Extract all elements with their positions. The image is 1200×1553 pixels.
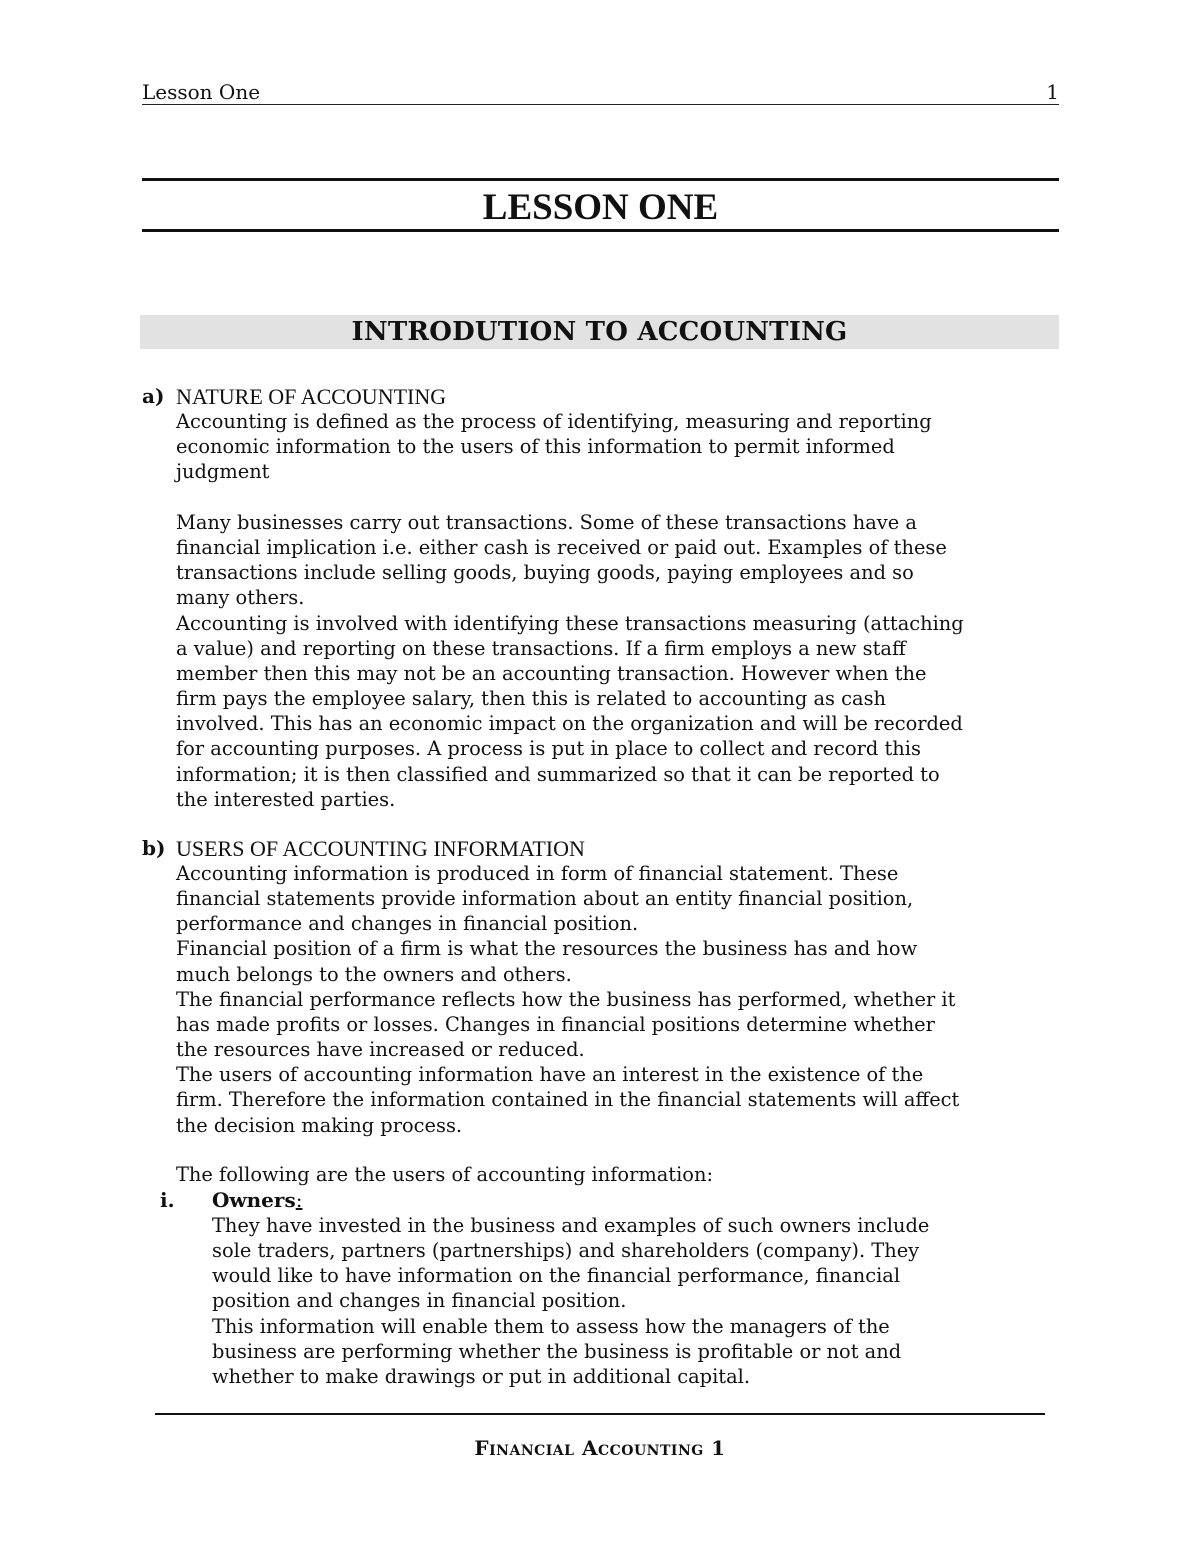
text-line: the resources have increased or reduced.: [176, 1038, 585, 1062]
text-line: economic information to the users of this information to permit informed: [176, 435, 895, 459]
lesson-title: LESSON ONE: [482, 187, 719, 228]
list-item-number: i.: [160, 1188, 175, 1212]
text-line: The following are the users of accounting information:: [176, 1163, 713, 1186]
running-header: [142, 80, 1059, 105]
section-b-paragraph-2: [176, 1162, 1066, 1187]
text-line: the interested parties.: [176, 787, 396, 811]
text-line: financial implication i.e. either cash is received or paid out. Examples of these: [176, 536, 947, 560]
footer-rule: [155, 1413, 1045, 1415]
list-item-title: [212, 1188, 302, 1213]
section-b-paragraph-1: [176, 861, 1066, 1138]
text-line: transactions include selling goods, buying goods, paying employees and so: [176, 561, 914, 585]
text-line: many others.: [176, 586, 305, 610]
text-line: much belongs to the owners and others.: [176, 962, 572, 986]
text-line: This information will enable them to assess how the managers of the: [212, 1314, 890, 1338]
text-line: judgment: [176, 460, 270, 484]
section-a-paragraph-2: [176, 510, 1066, 812]
text-line: involved. This has an economic impact on the organization and will be recorded: [176, 712, 963, 736]
list-item-colon: :: [295, 1188, 303, 1212]
list-item-title-text: Owners: [212, 1188, 296, 1212]
text-line: firm. Therefore the information contained in the financial statements will affect: [176, 1088, 960, 1112]
text-line: sole traders, partners (partnerships) and shareholders (company). They: [212, 1239, 920, 1263]
text-line: Accounting is defined as the process of identifying, measuring and reporting: [176, 410, 932, 433]
text-line: performance and changes in financial position.: [176, 912, 639, 936]
section-a-letter: a): [142, 384, 165, 408]
list-item-body: [212, 1213, 1102, 1389]
text-line: member then this may not be an accounting transaction. However when the: [176, 661, 927, 685]
text-line: the decision making process.: [176, 1113, 463, 1137]
text-line: whether to make drawings or put in additional capital.: [212, 1364, 751, 1388]
text-line: They have invested in the business and examples of such owners include: [212, 1214, 930, 1237]
text-line: a value) and reporting on these transactions. If a firm employs a new staff: [176, 636, 906, 660]
text-line: Accounting is involved with identifying these transactions measuring (attaching: [176, 611, 964, 635]
text-line: information; it is then classified and summarized so that it can be reported to: [176, 762, 940, 786]
text-line: has made profits or losses. Changes in financial positions determine whether: [176, 1012, 935, 1036]
text-line: Accounting information is produced in form of financial statement. These: [176, 862, 899, 885]
text-line: firm pays the employee salary, then this is related to accounting as cash: [176, 687, 887, 711]
section-a-heading: NATURE OF ACCOUNTING: [176, 384, 447, 409]
text-line: financial statements provide information about an entity financial position,: [176, 887, 914, 911]
chapter-banner: INTRODUTION TO ACCOUNTING: [140, 315, 1059, 349]
text-line: The users of accounting information have an interest in the existence of the: [176, 1063, 924, 1087]
title-rule-top: [142, 178, 1059, 181]
text-line: business are performing whether the business is profitable or not and: [212, 1339, 902, 1363]
header-title: Lesson One: [142, 80, 261, 104]
section-a-paragraph-1: [176, 409, 1066, 484]
text-line: Financial position of a firm is what the resources the business has and how: [176, 937, 918, 961]
text-line: would like to have information on the financial performance, financial: [212, 1264, 901, 1288]
section-b-letter: b): [142, 836, 166, 860]
text-line: The financial performance reflects how the business has performed, whether it: [176, 987, 956, 1011]
text-line: position and changes in financial position.: [212, 1289, 627, 1313]
title-rule-bottom: [142, 229, 1059, 232]
header-page-number: 1: [1046, 80, 1059, 104]
text-line: for accounting purposes. A process is put in place to collect and record this: [176, 737, 921, 761]
running-footer: Financial Accounting 1: [474, 1436, 726, 1460]
section-b-heading: USERS OF ACCOUNTING INFORMATION: [176, 836, 585, 861]
text-line: Many businesses carry out transactions. Some of these transactions have a: [176, 511, 917, 534]
